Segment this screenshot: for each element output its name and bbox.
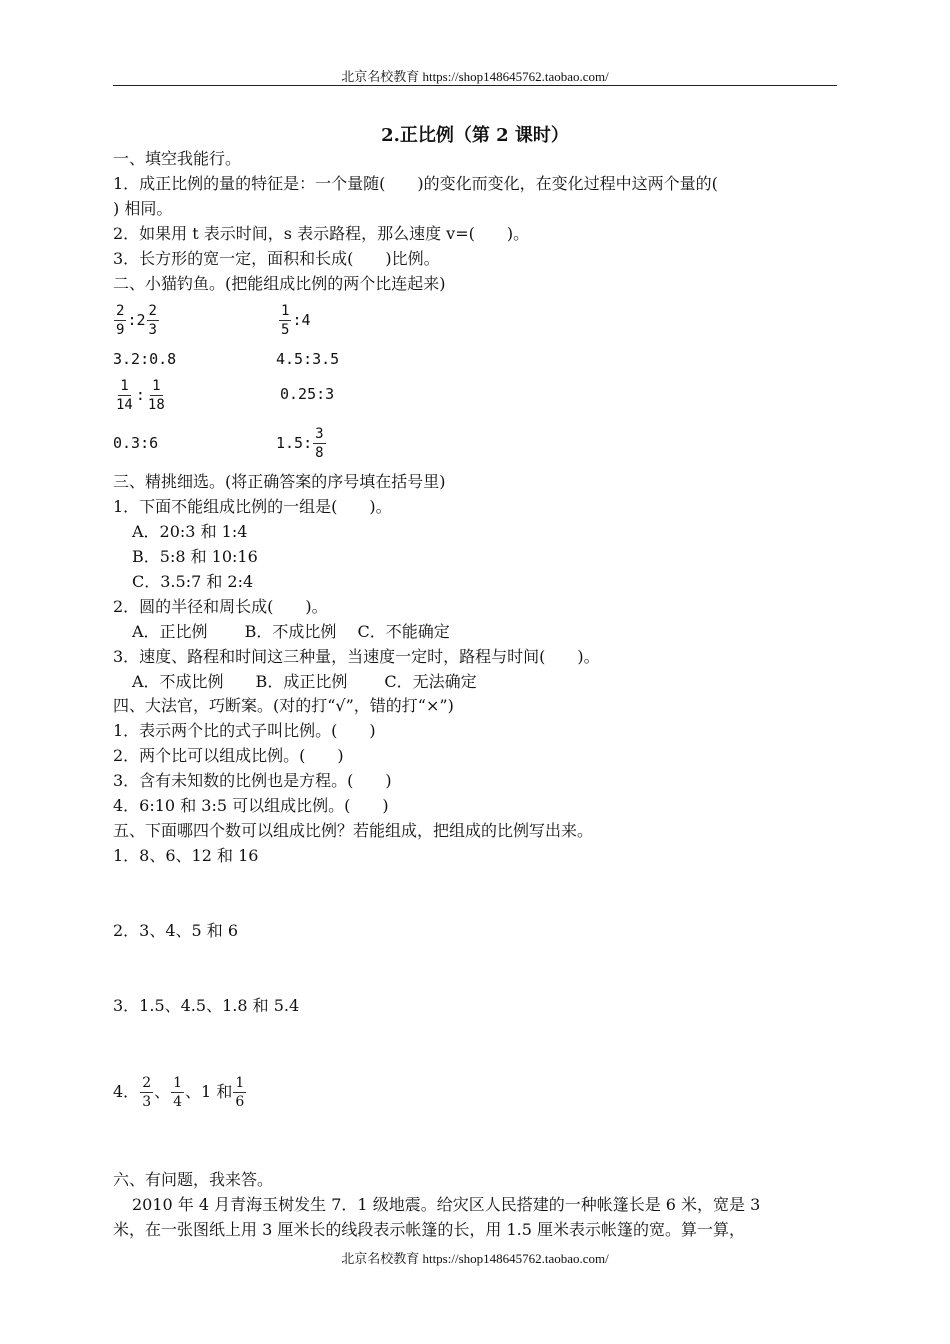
- s1-q1-line1: 1．成正比例的量的特征是：一个量随( )的变化而变化，在变化过程中这两个量的(: [113, 174, 718, 193]
- fraction-denominator: 5: [281, 322, 290, 338]
- fraction-denominator: 18: [147, 397, 165, 413]
- fraction-numerator: 1: [281, 303, 290, 319]
- s3-q1-option-c: C．3.5:7 和 2:4: [132, 572, 254, 591]
- s2-row4-left: 0.3:6: [113, 434, 159, 452]
- fraction: [233, 1075, 246, 1110]
- fraction: [146, 378, 167, 413]
- s3-q2: 2．圆的半径和周长成( )。: [113, 597, 328, 616]
- fraction: [114, 378, 135, 413]
- page-title: 2.正比例（第 2 课时）: [381, 125, 569, 146]
- fraction-denominator: 14: [116, 397, 133, 413]
- fraction-numerator: 1: [120, 378, 129, 394]
- section-6-heading: 六、有问题，我来答。: [113, 1170, 274, 1189]
- s1-q3: 3．长方形的宽一定，面积和长成( )比例。: [113, 249, 440, 268]
- ratio-text: :2: [127, 311, 146, 329]
- fraction: [114, 303, 126, 338]
- fraction-denominator: 3: [148, 322, 157, 338]
- fraction-denominator: 9: [116, 322, 125, 338]
- s5-q4: [113, 1070, 247, 1114]
- fraction-numerator: 1: [152, 378, 161, 394]
- s6-paragraph-line2: 米，在一张图纸上用 3 厘米长的线段表示帐篷的长，用 1.5 厘米表示帐篷的宽。算一算，: [113, 1220, 745, 1239]
- page-footer: 北京名校教育 https://shop148645762.taobao.com/: [341, 1251, 609, 1266]
- section-3-heading: 三、精挑细选。(将正确答案的序号填在括号里): [113, 472, 446, 491]
- s5-q2: 2．3、4、5 和 6: [113, 921, 239, 940]
- s4-q1: 1．表示两个比的式子叫比例。( ): [113, 721, 376, 740]
- fraction-numerator: 1: [173, 1075, 183, 1091]
- s2-row4-right: [276, 423, 327, 463]
- fraction: [313, 426, 325, 461]
- s5-q3: 3．1.5、4.5、1.8 和 5.4: [113, 996, 300, 1015]
- separator: 、1 和: [185, 1082, 233, 1101]
- section-2-heading: 二、小猫钓鱼。(把能组成比例的两个比连起来): [113, 274, 446, 293]
- page-header: 北京名校教育 https://shop148645762.taobao.com/: [341, 69, 609, 84]
- s2-row1-right: [278, 300, 311, 340]
- ratio-text: :: [135, 386, 145, 404]
- fraction: [279, 303, 291, 338]
- s1-q1-line2: ) 相同。: [113, 199, 173, 218]
- s4-q2: 2．两个比可以组成比例。( ): [113, 746, 344, 765]
- separator: 、: [154, 1082, 171, 1101]
- s1-q2: 2．如果用 t 表示时间，s 表示路程，那么速度 v=( )。: [113, 224, 530, 243]
- section-4-heading: 四、大法官，巧断案。(对的打“√”，错的打“×”): [113, 696, 454, 715]
- s2-row1-left: [113, 300, 160, 340]
- fraction-numerator: 1: [235, 1075, 245, 1091]
- s6-paragraph-line1: 2010 年 4 月青海玉树发生 7．1 级地震。给灾区人民搭建的一种帐篷长是 6 米，宽是 3: [132, 1195, 761, 1214]
- ratio-text: 1.5:: [276, 434, 313, 452]
- s3-q2-options: A．正比例 B．不成比例 C．不能确定: [132, 622, 450, 641]
- question-number: 4．: [113, 1082, 140, 1101]
- fraction-denominator: 6: [235, 1094, 245, 1110]
- s3-q3: 3．速度、路程和时间这三种量，当速度一定时，路程与时间( )。: [113, 647, 600, 666]
- fraction-denominator: 4: [173, 1094, 183, 1110]
- section-5-heading: 五、下面哪四个数可以组成比例？若能组成，把组成的比例写出来。: [113, 821, 594, 840]
- fraction: [147, 303, 159, 338]
- fraction-denominator: 3: [142, 1094, 152, 1110]
- s4-q4: 4．6:10 和 3:5 可以组成比例。( ): [113, 796, 389, 815]
- s3-q3-options: A．不成比例 B．成正比例 C．无法确定: [132, 672, 477, 691]
- s3-q1: 1．下面不能组成比例的一组是( )。: [113, 497, 392, 516]
- ratio-text: :4: [292, 311, 311, 329]
- s3-q1-option-b: B．5:8 和 10:16: [132, 547, 258, 566]
- fraction-denominator: 8: [315, 445, 324, 461]
- s2-row2-right: 4.5:3.5: [276, 350, 340, 368]
- fraction-numerator: 3: [315, 426, 324, 442]
- s4-q3: 3．含有未知数的比例也是方程。( ): [113, 771, 392, 790]
- s3-q1-option-a: A．20:3 和 1:4: [132, 522, 248, 541]
- fraction-numerator: 2: [148, 303, 157, 319]
- header-divider: [113, 85, 837, 86]
- section-1-heading: 一、填空我能行。: [113, 149, 242, 168]
- s2-row3-left: [113, 375, 168, 415]
- fraction: [171, 1075, 184, 1110]
- fraction-numerator: 2: [116, 303, 125, 319]
- s5-q1: 1．8、6、12 和 16: [113, 846, 259, 865]
- fraction-numerator: 2: [142, 1075, 152, 1091]
- fraction: [140, 1075, 153, 1110]
- s2-row2-left: 3.2:0.8: [113, 350, 177, 368]
- s2-row3-right: 0.25:3: [280, 385, 335, 403]
